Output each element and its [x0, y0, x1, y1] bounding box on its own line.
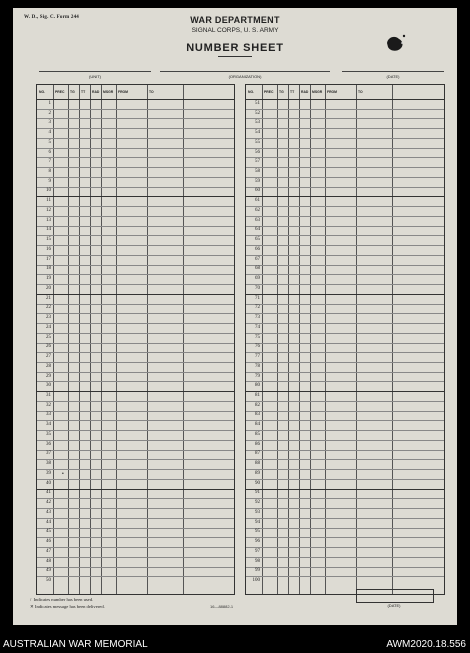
row-number: 78 [255, 363, 260, 369]
table-row-divider [37, 547, 234, 548]
table-row-divider [37, 148, 234, 149]
table-row-divider [37, 294, 234, 295]
row-number: 73 [255, 315, 260, 321]
table-row-divider [37, 459, 234, 460]
row-number: 63 [255, 217, 260, 223]
row-number: 34 [46, 422, 51, 428]
table-row-divider [37, 440, 234, 441]
row-number: 2 [48, 110, 51, 116]
row-number: 22 [46, 305, 51, 311]
table-row-divider [37, 128, 234, 129]
row-number: 13 [46, 217, 51, 223]
row-number: 39 [46, 470, 51, 476]
table-row-divider [37, 498, 234, 499]
right-header-rad: RAD [301, 90, 309, 94]
date-label: (DATE) [386, 74, 400, 79]
table-row-divider [37, 255, 234, 256]
table-row-divider [37, 109, 234, 110]
row-number: 37 [46, 451, 51, 457]
row-number: 26 [46, 344, 51, 350]
table-row-divider [37, 362, 234, 363]
table-row-divider [246, 411, 444, 412]
row-number: 7 [48, 159, 51, 165]
table-row-divider [246, 138, 444, 139]
organization-line[interactable] [160, 71, 330, 72]
table-row-divider [246, 352, 444, 353]
row-number: 94 [255, 519, 260, 525]
left-header-divider [37, 99, 234, 100]
table-row-divider [246, 528, 444, 529]
row-number: 76 [255, 344, 260, 350]
row-number: 14 [46, 227, 51, 233]
number-table-left [36, 84, 235, 595]
row-number: 77 [255, 354, 260, 360]
left-header-tt: TT [81, 90, 86, 94]
right-header-from: FROM [327, 90, 337, 94]
table-row-divider [246, 128, 444, 129]
table-row-divider [37, 216, 234, 217]
row-number: 62 [255, 207, 260, 213]
ink-stain [384, 34, 406, 52]
table-row-divider [37, 138, 234, 139]
row-number: 49 [46, 568, 51, 574]
table-row-divider [37, 537, 234, 538]
table-row-divider [246, 576, 444, 577]
right-header-tt: TT [290, 90, 295, 94]
row-number: 90 [255, 480, 260, 486]
row-number: 16 [46, 246, 51, 252]
table-row-divider [246, 469, 444, 470]
unit-label: (UNIT) [89, 74, 101, 79]
row-number: 19 [46, 276, 51, 282]
table-row-divider [37, 157, 234, 158]
right-header-msgr: MSGR [312, 90, 323, 94]
row-number: 31 [46, 393, 51, 398]
table-row-divider [246, 372, 444, 373]
left-header-msgr: MSGR [103, 90, 114, 94]
row-number: 47 [46, 548, 51, 554]
row-number: 25 [46, 334, 51, 340]
row-number: 48 [46, 558, 51, 564]
left-header-from: FROM [118, 90, 128, 94]
row-number: 44 [46, 519, 51, 525]
legend-used [30, 597, 93, 602]
legend-used-text: Indicates number has been used. [33, 597, 94, 602]
table-row-divider [37, 226, 234, 227]
check-mark-icon: / [30, 597, 32, 602]
row-number: 64 [255, 227, 260, 233]
table-row-divider [37, 235, 234, 236]
row-number: 100 [252, 578, 260, 584]
row-number: 56 [255, 149, 260, 155]
table-row-divider [246, 391, 444, 392]
table-row-divider [246, 537, 444, 538]
table-row-divider [37, 177, 234, 178]
row-number: 91 [255, 490, 260, 496]
print-code: 16—88882-1 [210, 604, 234, 609]
table-row-divider [37, 450, 234, 451]
left-header-tg: TG [70, 90, 75, 94]
row-number: 18 [46, 266, 51, 272]
row-number: 4 [48, 130, 51, 136]
table-row-divider [37, 411, 234, 412]
row-number: 28 [46, 363, 51, 369]
row-number: 54 [255, 130, 260, 136]
row-number: 15 [46, 237, 51, 243]
table-row-divider [246, 313, 444, 314]
row-number: 99 [255, 568, 260, 574]
table-row-divider [246, 148, 444, 149]
table-row-divider [246, 450, 444, 451]
row-number: 10 [46, 188, 51, 194]
footer-institution: AUSTRALIAN WAR MEMORIAL [3, 639, 148, 650]
row-number: 89 [255, 470, 260, 476]
row-number: 29 [46, 373, 51, 379]
row-number: 72 [255, 305, 260, 311]
table-row-divider [37, 323, 234, 324]
table-row-divider [246, 274, 444, 275]
row-number: 75 [255, 334, 260, 340]
row-number: 96 [255, 539, 260, 545]
right-header-no: NO. [248, 90, 255, 94]
row-number: 70 [255, 285, 260, 291]
row-number: 65 [255, 237, 260, 243]
cross-mark-icon: ✕ [30, 604, 34, 609]
row-number: 74 [255, 324, 260, 330]
table-row-divider [246, 343, 444, 344]
footer-bar [0, 636, 470, 653]
table-row-divider [37, 567, 234, 568]
row-number: 53 [255, 120, 260, 126]
row-number: 92 [255, 500, 260, 506]
table-row-divider [246, 226, 444, 227]
row-number: 57 [255, 159, 260, 165]
row-number: 1 [48, 100, 51, 106]
table-row-divider [37, 118, 234, 119]
title-signal-corps: SIGNAL CORPS, U. S. ARMY [191, 27, 279, 34]
table-row-divider [246, 206, 444, 207]
row-number: 40 [46, 480, 51, 486]
row-number: 86 [255, 441, 260, 447]
table-row-divider [246, 294, 444, 295]
form-number: W. D., Sig. C. Form 244 [24, 15, 79, 20]
table-row-divider [246, 284, 444, 285]
row-number: 98 [255, 558, 260, 564]
organization-label: (ORGANIZATION) [228, 74, 262, 79]
table-row-divider [246, 508, 444, 509]
table-row-divider [246, 420, 444, 421]
table-row-divider [37, 352, 234, 353]
row-number: 30 [46, 383, 51, 389]
left-header-rad: RAD [92, 90, 100, 94]
table-row-divider [37, 372, 234, 373]
title-war-department: WAR DEPARTMENT [190, 15, 280, 25]
left-header-no: NO. [39, 90, 46, 94]
row-number: 35 [46, 431, 51, 437]
row-number: 9 [48, 178, 51, 184]
table-row-divider [37, 489, 234, 490]
table-row-divider [37, 469, 234, 470]
row-number: 42 [46, 500, 51, 506]
row-number: 88 [255, 461, 260, 467]
row-number: 93 [255, 509, 260, 515]
row-number: 61 [255, 198, 260, 204]
table-row-divider [37, 206, 234, 207]
table-row-divider [246, 459, 444, 460]
right-header-divider [246, 99, 444, 100]
date-line[interactable] [342, 71, 444, 72]
title-underline [218, 56, 252, 57]
table-row-divider [37, 391, 234, 392]
table-row-divider [37, 508, 234, 509]
table-row-divider [246, 265, 444, 266]
table-row-divider [37, 196, 234, 197]
table-row-divider [246, 157, 444, 158]
table-row-divider [246, 177, 444, 178]
unit-line[interactable] [39, 71, 151, 72]
row-number: 68 [255, 266, 260, 272]
table-row-divider [246, 196, 444, 197]
table-row-divider [37, 265, 234, 266]
row-number: 8 [48, 168, 51, 174]
table-row-divider [246, 235, 444, 236]
table-row-divider [37, 167, 234, 168]
table-row-divider [246, 479, 444, 480]
date-box-label: (DATE) [387, 603, 401, 608]
row-number: 85 [255, 431, 260, 437]
row-number: 83 [255, 412, 260, 418]
table-row-divider [37, 420, 234, 421]
table-row-divider [246, 167, 444, 168]
row-number: 27 [46, 354, 51, 360]
table-row-divider [246, 255, 444, 256]
row-number: 66 [255, 246, 260, 252]
footer-accession-number: AWM2020.18.556 [386, 639, 466, 650]
table-row-divider [37, 245, 234, 246]
table-row-divider [246, 489, 444, 490]
table-row-divider [246, 304, 444, 305]
row-number: 80 [255, 383, 260, 389]
table-row-divider [246, 187, 444, 188]
table-row-divider [246, 362, 444, 363]
row-number: 69 [255, 276, 260, 282]
right-header-tg: TG [279, 90, 284, 94]
row-number: 38 [46, 461, 51, 467]
title-number-sheet: NUMBER SHEET [186, 42, 284, 54]
row-number: 52 [255, 110, 260, 116]
left-header-prec: PREC [55, 90, 65, 94]
row-number: 36 [46, 441, 51, 447]
table-row-divider [37, 576, 234, 577]
row-number: 60 [255, 188, 260, 194]
row-number: 33 [46, 412, 51, 418]
table-row-divider [37, 381, 234, 382]
table-row-divider [37, 333, 234, 334]
row-number: 87 [255, 451, 260, 457]
row-number: 32 [46, 402, 51, 408]
table-row-divider [246, 547, 444, 548]
table-row-divider [246, 216, 444, 217]
row-number: 11 [46, 198, 51, 204]
row-number: 82 [255, 402, 260, 408]
row-number: 6 [48, 149, 51, 155]
row-number: 84 [255, 422, 260, 428]
row-number: 71 [255, 295, 260, 301]
table-row-divider [246, 430, 444, 431]
row-number: 5 [48, 139, 51, 145]
table-row-divider [37, 401, 234, 402]
row-number: 43 [46, 509, 51, 515]
left-header-to: TO [149, 90, 154, 94]
table-row-divider [246, 498, 444, 499]
row-number: 51 [255, 100, 260, 106]
number-table-right [245, 84, 445, 595]
table-row-divider [37, 557, 234, 558]
table-row-divider [246, 440, 444, 441]
table-row-divider [37, 274, 234, 275]
table-row-divider [37, 528, 234, 529]
date-box[interactable] [356, 589, 434, 603]
table-row-divider [37, 284, 234, 285]
row-number: 58 [255, 168, 260, 174]
row-number: 46 [46, 539, 51, 545]
row-number: 50 [46, 578, 51, 584]
prec-mark: • [62, 470, 64, 477]
row-number: 12 [46, 207, 51, 213]
table-row-divider [246, 381, 444, 382]
table-row-divider [246, 323, 444, 324]
right-header-to: TO [358, 90, 363, 94]
table-row-divider [37, 479, 234, 480]
row-number: 81 [255, 393, 260, 398]
row-number: 59 [255, 178, 260, 184]
row-number: 45 [46, 529, 51, 535]
row-number: 17 [46, 256, 51, 262]
table-row-divider [37, 343, 234, 344]
right-header-prec: PREC [264, 90, 274, 94]
table-row-divider [246, 118, 444, 119]
row-number: 20 [46, 285, 51, 291]
table-row-divider [37, 430, 234, 431]
table-row-divider [37, 518, 234, 519]
table-row-divider [246, 109, 444, 110]
table-row-divider [246, 567, 444, 568]
legend-delivered [30, 604, 105, 610]
table-row-divider [246, 401, 444, 402]
table-row-divider [246, 245, 444, 246]
row-number: 23 [46, 315, 51, 321]
row-number: 24 [46, 324, 51, 330]
row-number: 79 [255, 373, 260, 379]
table-row-divider [37, 313, 234, 314]
table-row-divider [246, 518, 444, 519]
row-number: 95 [255, 529, 260, 535]
row-number: 41 [46, 490, 51, 496]
table-row-divider [37, 304, 234, 305]
row-number: 55 [255, 139, 260, 145]
row-number: 67 [255, 256, 260, 262]
row-number: 21 [46, 295, 51, 301]
table-row-divider [37, 187, 234, 188]
row-number: 97 [255, 548, 260, 554]
row-number: 3 [48, 120, 51, 126]
legend-delivered-text: Indicates message has been delivered. [35, 604, 105, 609]
table-row-divider [246, 333, 444, 334]
table-row-divider [246, 557, 444, 558]
